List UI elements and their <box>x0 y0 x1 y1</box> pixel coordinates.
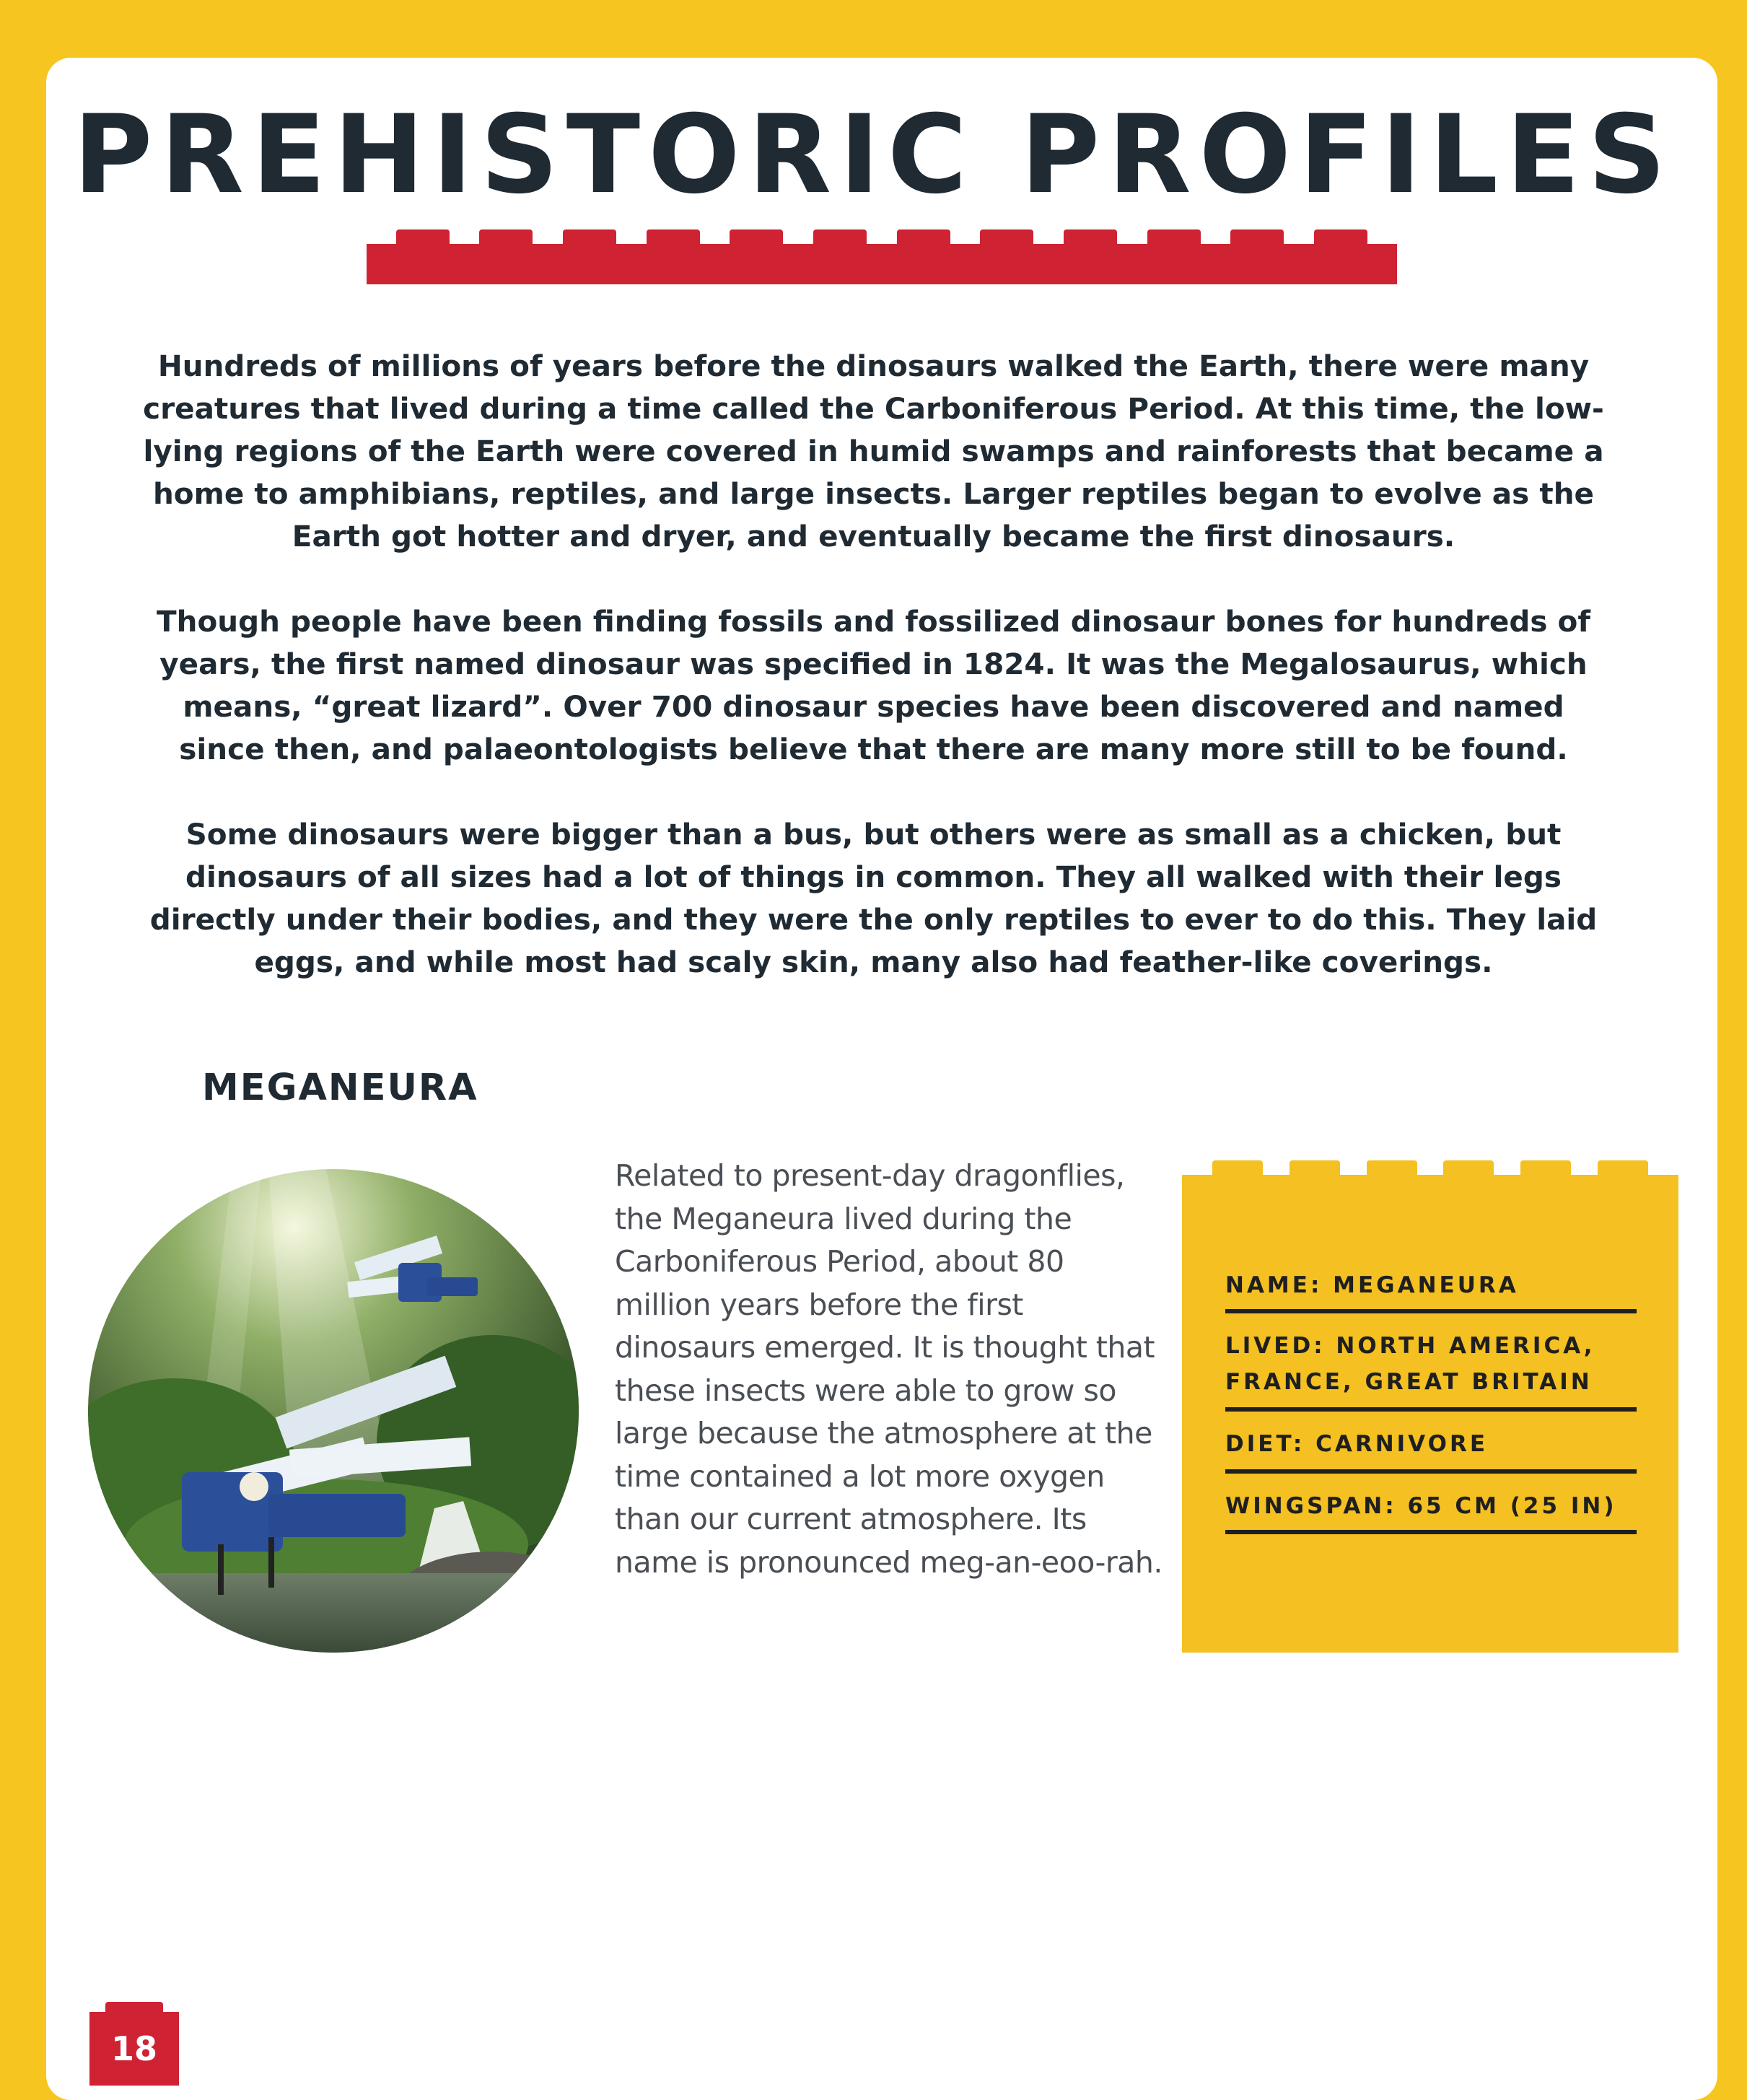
fact-card <box>1182 1160 1678 1653</box>
fact-diet: DIET: CARNIVORE <box>1225 1431 1489 1457</box>
profile-heading: MEGANEURA <box>202 1067 478 1109</box>
meganeura-photo <box>88 1169 579 1653</box>
fact-divider <box>1225 1407 1637 1412</box>
page-number: 18 <box>89 2012 179 2086</box>
intro-paragraph-2: Though people have been finding fossils and fossilized dinosaur bones for hundreds of years, the first named dinosaur was specified in 1824. It was the Megalosaurus, which means, “great lizard”. Over 700 dinosaur species have been discovered and named since then, and palaeontologists believe that there are many more still to be found. <box>157 604 1590 766</box>
fact-divider <box>1225 1530 1637 1534</box>
fact-divider <box>1225 1309 1637 1313</box>
fact-name: NAME: MEGANEURA <box>1225 1272 1519 1298</box>
intro-paragraph-3: Some dinosaurs were bigger than a bus, but others were as small as a chicken, but dinosaurs of all sizes had a lot of things in common. They all walked with their legs directly under their bodies, and they were the only reptiles to ever to do this. They laid eggs, and while most had scaly skin, many also had feather-like coverings. <box>149 817 1598 979</box>
fact-divider <box>1225 1469 1637 1474</box>
intro-paragraph-1: Hundreds of millions of years before the dinosaurs walked the Earth, there were many creatures that lived during a time called the Carboniferous Period. At this time, the low-lying regions of the Earth were covered in humid swamps and rainforests that became a home to amphibians, reptiles, and large insects. Larger reptiles began to evolve as the Earth got hotter and dryer, and eventually became the first dinosaurs. <box>143 349 1604 554</box>
profile-description: Related to present-day dragonflies, the Meganeura lived during the Carboniferous Period, about 80 million years before the first dinosaurs emerged. It is thought that these insects were able to grow so large because the atmosphere at the time contained a lot more oxygen than our current atmosphere. Its name is pronounced meg-an-eoo-rah. <box>615 1158 1163 1580</box>
intro-text <box>137 345 1610 1026</box>
page-title: PREHISTORIC PROFILES <box>73 92 1674 218</box>
fact-lived-line-2: FRANCE, GREAT BRITAIN <box>1225 1369 1593 1395</box>
page-number-badge <box>89 2002 179 2086</box>
title-brick-decoration <box>367 229 1397 284</box>
fact-lived-line-1: LIVED: NORTH AMERICA, <box>1225 1333 1595 1359</box>
fact-wingspan: WINGSPAN: 65 CM (25 IN) <box>1225 1493 1617 1519</box>
